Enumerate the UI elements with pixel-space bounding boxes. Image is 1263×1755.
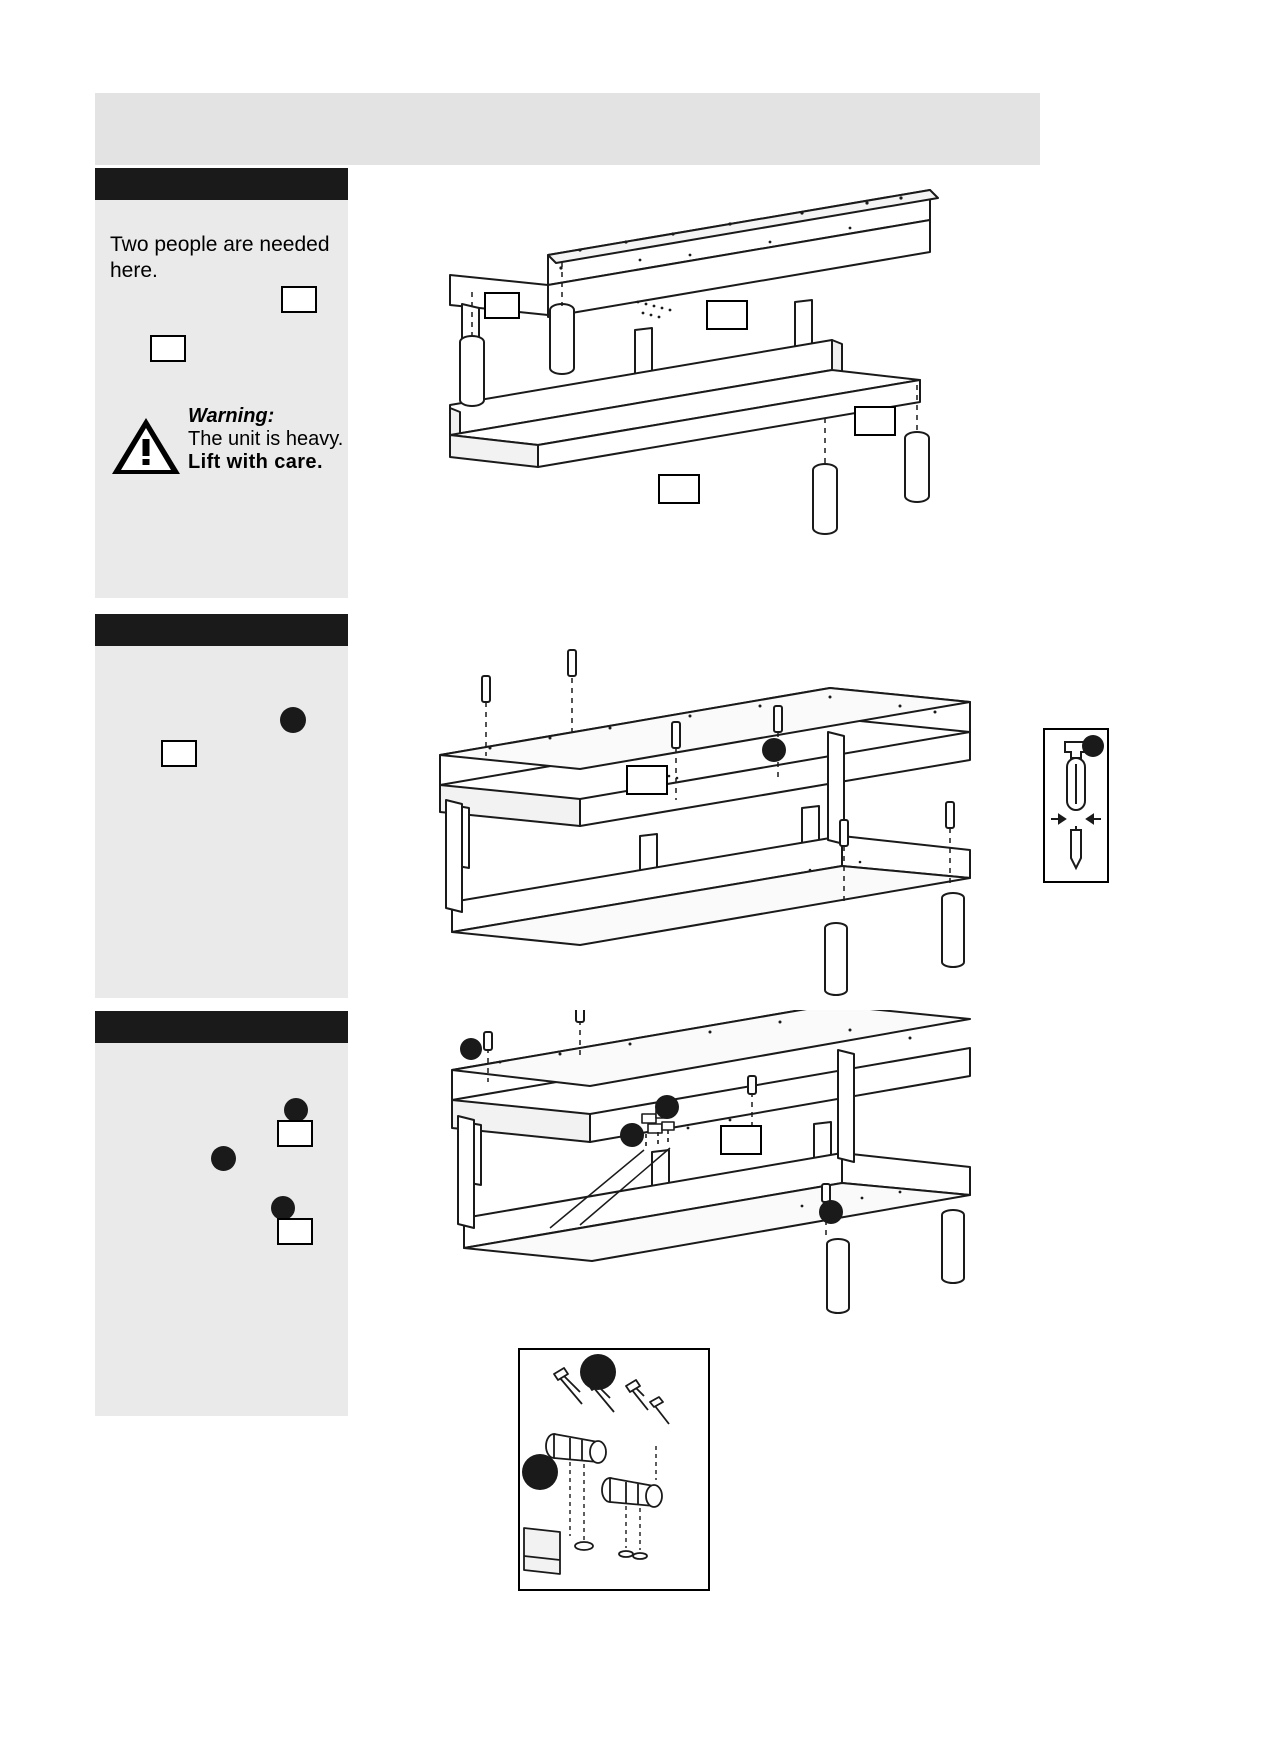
step-3-part-dot-b — [211, 1146, 236, 1171]
figure-3-marker-dot-c — [620, 1123, 644, 1147]
page-header-banner — [95, 93, 1040, 165]
figure-3-marker-dot-d — [819, 1200, 843, 1224]
step-2-header — [95, 614, 348, 646]
warning-block — [110, 405, 345, 500]
warning-triangle-icon — [110, 415, 182, 477]
warning-body: The unit is heavy. — [188, 428, 344, 450]
figure-1-marker-d — [658, 474, 700, 504]
cam-detail-dot-b — [522, 1454, 558, 1490]
figure-1-marker-c — [854, 406, 896, 436]
figure-3-marker-dot-b — [655, 1095, 679, 1119]
step-1-header — [95, 168, 348, 200]
bolt-detail-drawing — [1045, 730, 1107, 881]
step-3-header — [95, 1011, 348, 1043]
figure-1-marker-b — [706, 300, 748, 330]
bolt-detail-dot — [1082, 735, 1104, 757]
figure-1-assembly-diagram — [430, 180, 1040, 620]
figure-3-marker-box — [720, 1125, 762, 1155]
step-1-part-box-b — [150, 335, 186, 362]
bolt-detail-inset — [1043, 728, 1109, 883]
step-3-part-box-a — [277, 1120, 313, 1147]
figure-3-marker-dot-a — [460, 1038, 482, 1060]
warning-title: Warning: — [188, 405, 275, 427]
cam-lock-detail-drawing — [520, 1350, 708, 1589]
cam-lock-detail-inset — [518, 1348, 710, 1591]
cam-detail-dot-a — [580, 1354, 616, 1390]
figure-2-marker-dot — [762, 738, 786, 762]
step-3-part-dot-c — [271, 1196, 295, 1220]
step-3-part-dot-a — [284, 1098, 308, 1122]
step-1-note: Two people are needed here. — [110, 233, 330, 282]
step-2-panel — [95, 646, 348, 998]
step-2-part-box — [161, 740, 197, 767]
step-3-part-box-b — [277, 1218, 313, 1245]
figure-1-marker-a — [484, 292, 520, 319]
warning-emphasis: Lift with care. — [188, 451, 323, 473]
step-1-part-box-a — [281, 286, 317, 313]
figure-2-marker-box — [626, 765, 668, 795]
figure-2-drawing — [430, 640, 1040, 1010]
figure-2-assembly-diagram — [430, 640, 1040, 1010]
step-2-part-dot — [280, 707, 306, 733]
figure-1-drawing — [430, 180, 1040, 620]
